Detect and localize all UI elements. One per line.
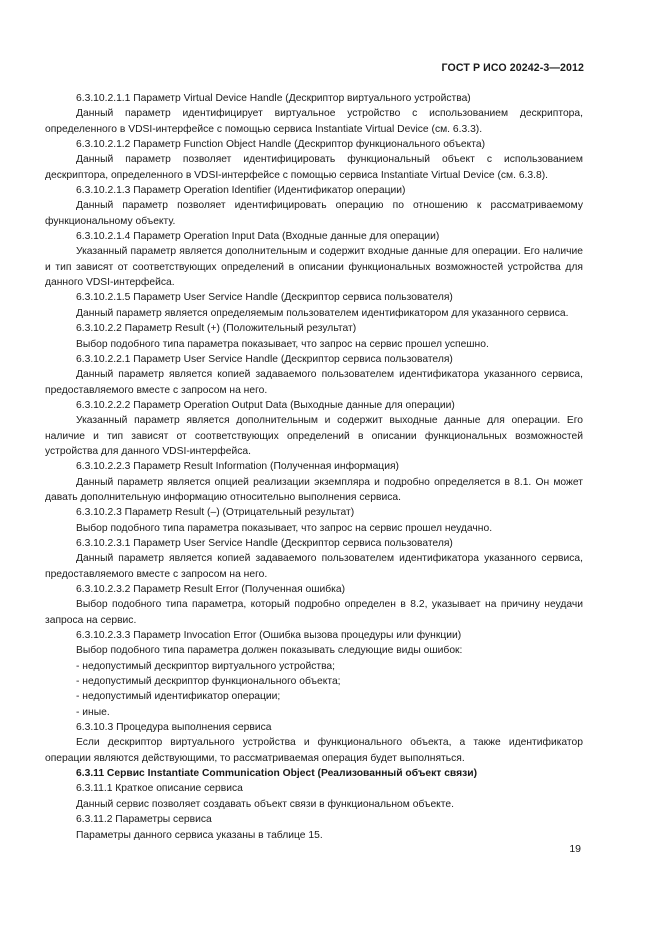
paragraph: - недопустимый идентификатор операции; [76,691,281,703]
paragraph: - иные. [76,706,110,718]
paragraph: 6.3.10.2.3.1 Параметр User Service Handle (Дескриптор сервиса пользователя) [76,537,453,549]
paragraph: 6.3.10.2.1.3 Параметр Operation Identifier (Идентификатор операции) [76,185,406,197]
page-number: 19 [569,843,581,855]
paragraph: Если дескриптор виртуального устройства и функционального объекта, а также идентификатор операции являются действующими, то рассматриваемая операция будет выполняться. [45,737,583,764]
paragraph: - недопустимый дескриптор функционального объекта; [76,676,341,688]
section-heading: 6.3.11 Сервис Instantiate Communication Object (Реализованный объект связи) [76,768,478,780]
paragraph: Параметры данного сервиса указаны в таблице 15. [76,829,323,841]
paragraph: 6.3.10.2.2.2 Параметр Operation Output Data (Выходные данные для операции) [76,399,455,411]
paragraph: Выбор подобного типа параметра показывает, что запрос на сервис прошел успешно. [76,338,489,350]
paragraph: Данный параметр позволяет идентифицировать функциональный объект с использованием дескриптора, определенного в VDSI-интерфейсе с помощью сервиса Instantiate Virtual Device (см. 6.3.8). [45,154,583,181]
paragraph: Указанный параметр является дополнительным и содержит выходные данные для операции. Его наличие и тип зависят от соответствующих определений в описании функциональных возможностей устройства для данного VDSI-интерфейса. [45,415,583,457]
document-header: ГОСТ Р ИСО 20242-3—2012 [441,62,584,74]
document-body [45,91,583,843]
paragraph: Выбор подобного типа параметра показывает, что запрос на сервис прошел неудачно. [76,522,493,534]
paragraph: - недопустимый дескриптор виртуального устройства; [76,660,336,672]
paragraph: 6.3.11.1 Краткое описание сервиса [76,783,243,795]
paragraph: 6.3.10.2.3 Параметр Result (–) (Отрицательный результат) [76,507,355,519]
paragraph: 6.3.10.2.2 Параметр Result (+) (Положительный результат) [76,323,357,335]
paragraph: Данный параметр позволяет идентифицировать операцию по отношению к рассматриваемому функциональному объекту. [45,200,583,227]
paragraph: Данный параметр является определяемым пользователем идентификатором для указанного сервиса. [76,307,569,319]
paragraph: 6.3.10.2.3.2 Параметр Result Error (Полученная ошибка) [76,584,346,595]
paragraph: 6.3.11.2 Параметры сервиса [76,814,212,826]
paragraph: Данный параметр является опцией реализации экземпляра и подробно определяется в 8.1. Он может давать дополнительную информацию относительно выполнения сервиса. [45,476,583,503]
paragraph: 6.3.10.2.1.5 Параметр User Service Handle (Дескриптор сервиса пользователя) [76,292,453,304]
paragraph: Данный параметр является копией задаваемого пользователем идентификатора указанного сервиса, предоставляемого вместе с запросом на него. [45,369,583,396]
paragraph: 6.3.10.2.2.1 Параметр User Service Handle (Дескриптор сервиса пользователя) [76,353,453,365]
paragraph: Указанный параметр является дополнительным и содержит входные данные для операции. Его наличие и тип зависят от соответствующих определений в описании функциональных возможностей устройства для данного VDSI-интерфейса. [45,246,583,289]
paragraph: 6.3.10.2.3.3 Параметр Invocation Error (Ошибка вызова процедуры или функции) [76,630,462,642]
paragraph: 6.3.10.2.1.2 Параметр Function Object Handle (Дескриптор функционального объекта) [76,139,486,151]
paragraph: Выбор подобного типа параметра, который подробно определен в 8.2, указывает на причину неудачи запроса на сервис. [45,599,583,626]
paragraph: Данный параметр идентифицирует виртуальное устройство с использованием дескриптора, определенного в VDSI-интерфейсе с помощью сервиса Instantiate Virtual Device (см. 6.3.3). [45,108,583,135]
paragraph: 6.3.10.3 Процедура выполнения сервиса [76,722,272,734]
paragraph: 6.3.10.2.1.4 Параметр Operation Input Data (Входные данные для операции) [76,231,440,243]
paragraph: 6.3.10.2.1.1 Параметр Virtual Device Handle (Дескриптор виртуального устройства) [76,93,471,104]
paragraph: Данный параметр является копией задаваемого пользователем идентификатора указанного сервиса, предоставляемого вместе с запросом на него. [45,553,583,580]
paragraph: Выбор подобного типа параметра должен показывать следующие виды ошибок: [76,645,463,657]
paragraph: 6.3.10.2.2.3 Параметр Result Information (Полученная информация) [76,461,399,473]
paragraph: Данный сервис позволяет создавать объект связи в функциональном объекте. [76,798,454,810]
